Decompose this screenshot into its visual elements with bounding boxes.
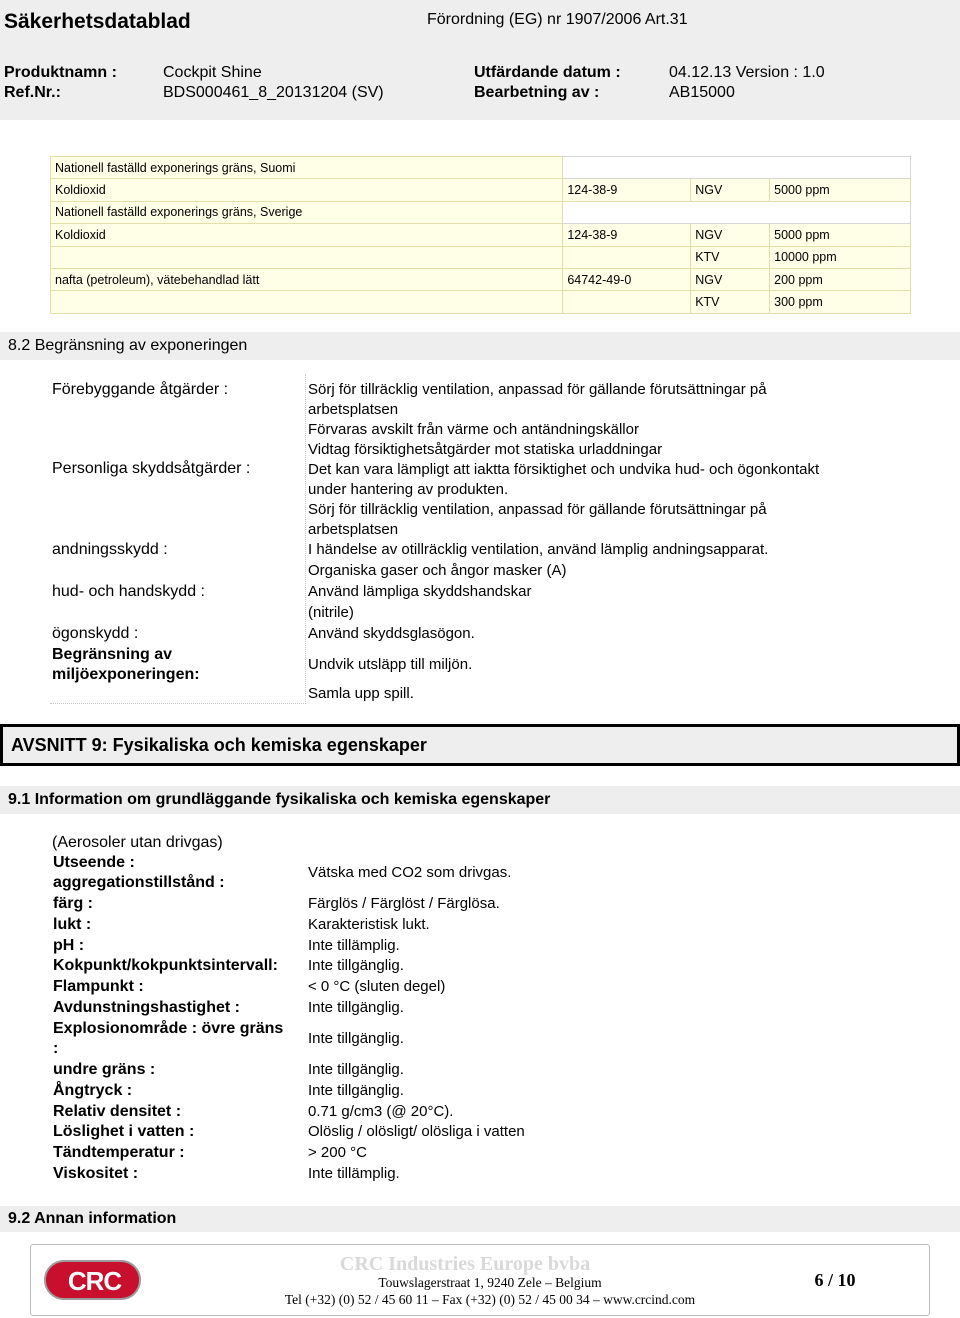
table-row — [51, 224, 911, 246]
table-cell: 200 ppm — [770, 268, 911, 290]
page-number: 6 / 10 — [814, 1270, 856, 1290]
hand-protection-label: hud- och handskydd : — [52, 583, 205, 600]
issue-date-value: 04.12.13 Version : 1.0 — [669, 64, 825, 81]
property-value: Färglös / Färglöst / Färglösa. — [308, 895, 500, 912]
table-cell — [563, 201, 911, 223]
property-label: lukt : — [53, 915, 92, 933]
property-value: Karakteristisk lukt. — [308, 915, 430, 933]
property-value: Inte tillgänglig. — [308, 1081, 404, 1099]
property-value: 0.71 g/cm3 (@ 20°C). — [308, 1102, 454, 1120]
property-label: Avdunstningshastighet : — [53, 999, 240, 1016]
appearance-label-1: Utseende : — [53, 854, 135, 871]
property-label: Relativ densitet : — [53, 1102, 182, 1120]
aerosol-note: (Aerosoler utan drivgas) — [52, 834, 223, 851]
property-label: Viskositet : — [53, 1165, 139, 1182]
environmental-exposure-text-2: Samla upp spill. — [308, 685, 414, 702]
personal-protection-label: Personliga skyddsåtgärder : — [52, 460, 251, 477]
table-row — [51, 291, 911, 313]
text-line: Sörj för tillräcklig ventilation, anpassad för gällande förutsättningar på — [308, 501, 767, 518]
table-cell: Koldioxid — [51, 179, 563, 201]
table-cell: Koldioxid — [51, 224, 563, 246]
table-cell: 64742-49-0 — [563, 268, 691, 290]
table-row — [51, 179, 911, 201]
table-cell — [563, 291, 691, 313]
eye-protection-text: Använd skyddsglasögon. — [308, 625, 475, 642]
company-name: CRC Industries Europe bvba — [339, 1253, 591, 1275]
section-9-1-heading: 9.1 Information om grundläggande fysikaliska och kemiska egenskaper — [0, 786, 960, 814]
product-name-value: Cockpit Shine — [163, 64, 262, 81]
table-heading-row — [51, 157, 911, 179]
ref-number-value: BDS000461_8_20131204 (SV) — [163, 84, 384, 101]
table-cell — [563, 246, 691, 268]
property-label: undre gräns : — [53, 1061, 156, 1078]
property-value: < 0 °C (sluten degel) — [308, 978, 446, 996]
logo-text: CRC — [67, 1266, 122, 1296]
property-value: Inte tillämplig. — [308, 1165, 400, 1182]
text-line: Sörj för tillräcklig ventilation, anpassad för gällande förutsättningar på — [308, 381, 767, 398]
table-cell: 124-38-9 — [563, 224, 691, 246]
property-label: Ångtryck : — [53, 1081, 133, 1099]
respiratory-protection-text-2: Organiska gaser och ångor masker (A) — [308, 562, 567, 579]
preventive-measures-text — [308, 380, 928, 460]
table-cell: 300 ppm — [770, 291, 911, 313]
explosion-upper-label-1: Explosionområde : övre gräns — [53, 1020, 284, 1037]
table-cell: 5000 ppm — [770, 224, 911, 246]
table-cell: 10000 ppm — [770, 246, 911, 268]
text-line: Förvaras avskilt från värme och antändningskällor — [308, 421, 639, 438]
table-cell: KTV — [691, 291, 770, 313]
personal-protection-text — [308, 460, 928, 540]
text-line: Vidtag försiktighetsåtgärder mot statiska urladdningar — [308, 441, 663, 458]
table-cell: 5000 ppm — [770, 179, 911, 201]
table-cell — [51, 291, 563, 313]
company-address: Touwslagerstraat 1, 9240 Zele – Belgium — [378, 1275, 602, 1290]
text-line: under hantering av produkten. — [308, 481, 509, 498]
explosion-upper-value: Inte tillgänglig. — [308, 1030, 404, 1047]
text-line: arbetsplatsen — [308, 401, 399, 418]
table-cell: Nationell faställd exponerings gräns, Sverige — [51, 201, 563, 223]
property-value: Inte tillämplig. — [308, 936, 400, 954]
section-9-title-box — [0, 724, 960, 766]
eye-protection-label: ögonskydd : — [52, 625, 139, 642]
explosion-upper-label-2: : — [53, 1040, 59, 1057]
hand-protection-text-1: Använd lämpliga skyddshandskar — [308, 583, 532, 600]
table-cell: NGV — [691, 268, 770, 290]
property-label: pH : — [53, 936, 85, 954]
preventive-measures-label: Förebyggande åtgärder : — [52, 381, 229, 398]
exposure-limits-table — [50, 156, 911, 314]
table-cell: NGV — [691, 179, 770, 201]
ref-number-label: Ref.Nr.: — [4, 84, 61, 101]
appearance-value: Vätska med CO2 som drivgas. — [308, 864, 512, 881]
text-line: arbetsplatsen — [308, 521, 399, 538]
table-cell: NGV — [691, 224, 770, 246]
logo-badge — [44, 1260, 141, 1300]
section-8-2-heading: 8.2 Begränsning av exponeringen — [0, 332, 960, 360]
product-name-label: Produktnamn : — [4, 64, 117, 81]
respiratory-protection-label: andningsskydd : — [52, 541, 168, 558]
property-label: Kokpunkt/kokpunktsintervall: — [53, 957, 278, 975]
table-cell: nafta (petroleum), vätebehandlad lätt — [51, 268, 563, 290]
table-row — [51, 268, 911, 290]
property-label: färg : — [53, 895, 93, 912]
environmental-exposure-text-1: Undvik utsläpp till miljön. — [308, 656, 473, 673]
text-line: Det kan vara lämpligt att iaktta försiktighet och undvika hud- och ögonkontakt — [308, 461, 820, 478]
hand-protection-text-2: (nitrile) — [308, 604, 354, 621]
table-cell — [51, 246, 563, 268]
edited-by-label: Bearbetning av : — [474, 84, 600, 101]
environmental-exposure-label-1: Begränsning av — [52, 646, 173, 663]
table-cell: 124-38-9 — [563, 179, 691, 201]
section-9-title: AVSNITT 9: Fysikaliska och kemiska egenskaper — [11, 735, 427, 755]
property-label: Tändtemperatur : — [53, 1144, 185, 1162]
document-title: Säkerhetsdatablad — [4, 10, 191, 33]
table-row — [51, 246, 911, 268]
property-value: Inte tillgänglig. — [308, 1061, 404, 1078]
property-value: Inte tillgänglig. — [308, 999, 404, 1016]
property-value: Olöslig / olösligt/ olösliga i vatten — [308, 1123, 525, 1141]
environmental-exposure-label-2: miljöexponeringen: — [52, 666, 200, 683]
respiratory-protection-text-1: I händelse av otillräcklig ventilation, använd lämplig andningsapparat. — [308, 541, 769, 558]
property-value: > 200 °C — [308, 1144, 367, 1162]
table-cell: KTV — [691, 246, 770, 268]
property-label: Flampunkt : — [53, 978, 144, 996]
regulation-text: Förordning (EG) nr 1907/2006 Art.31 — [427, 11, 688, 28]
company-contact: Tel (+32) (0) 52 / 45 60 11 – Fax (+32) (0) 52 / 45 00 34 – www.crcind.com — [284, 1292, 696, 1307]
issue-date-label: Utfärdande datum : — [474, 64, 621, 81]
property-value: Inte tillgänglig. — [308, 957, 404, 975]
edited-by-value: AB15000 — [669, 84, 735, 101]
crc-logo — [40, 1256, 145, 1304]
section-9-2-heading: 9.2 Annan information — [0, 1206, 960, 1232]
property-label: Löslighet i vatten : — [53, 1123, 195, 1141]
table-cell: Nationell faställd exponerings gräns, Suomi — [51, 157, 563, 179]
table-heading-row — [51, 201, 911, 223]
table-cell — [563, 157, 911, 179]
appearance-label-2: aggregationstillstånd : — [53, 874, 225, 891]
